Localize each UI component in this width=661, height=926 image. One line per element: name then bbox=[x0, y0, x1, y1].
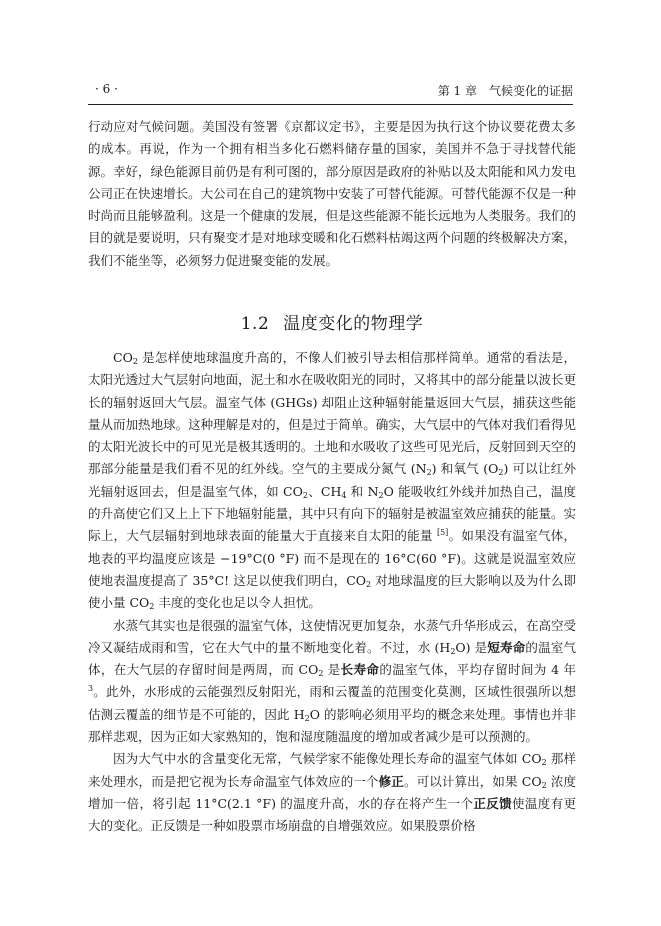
paragraph-water-vapor: 水蒸气其实也是很强的温室气体，这使情况更加复杂，水蒸气升华形成云，在高空受冷又凝结成雨和雪，它在大气中的量不断地变化着。不过，水 $(H_2O)$ 是短寿命的温室气体，在大气层的存留时间是两周，而 $CO_2$ 是长寿命的温室气体，平均存留时间为 4 年 $^3$。此外，水形成的云能强烈反射阳光，雨和云覆盖的范围变化莫测，区域性很强所以想估测云覆盖的细节是不可能的，因此 $H_2O$ 的影响必须用平均的概念来处理。事情也并非那样悲观，因为正如大家熟知的，饱和湿度随温度的增加或者减少是可以预测的。 bbox=[88, 617, 576, 745]
header-rule bbox=[88, 104, 573, 105]
running-title: 第 1 章 气候变化的证据 bbox=[437, 84, 573, 98]
emphasis: 正反馈 bbox=[473, 795, 512, 811]
paragraph-co2-physics: $CO_2$ 是怎样使地球温度升高的，不像人们被引导去相信那样简单。通常的看法是，太阳光透过大气层射向地面，泥土和水在吸收阳光的同时，又将其中的部分能量以波长更长的辐射返回大气层。温室气体 (GHGs) 却阻止这种辐射能量返回大气层，捕获这些能量从而加热地球。这种理解是对的，但是过于简单。确实，大气层中的气体对我们看得见的太阳光波长中的可见光是极其透明的。土地和水吸收了这些可见光后，反射回到天空的那部分能量是我们看不见的红外线。空气的主要成分氮气 $(N_2)$ 和氧气 $(O_2)$ 可以让红外光辐射返回去，但是温室气体，如 $CO_2$、$CH_4$ 和 $N_2O$ 能吸收红外线并加热自己，温度的升高使它们又上上下下地辐射能量，其中只有向下的辐射是被温室效应捕获的能量。实际上，大气层辐射到地球表面的能量大于直接来自太阳的能量 [5]。如果没有温室气体，地表的平均温度应该是 −19°C(0 °F) 而不是现在的 16°C(60 °F)。这就是说温室效应使地表温度提高了 35°C! 这足以使我们明白，$CO_2$ 对地球温度的巨大影响以及为什么即使小量 $CO_2$ 丰度的变化也足以令人担忧。 bbox=[88, 350, 576, 612]
continued-paragraph bbox=[88, 116, 576, 272]
emphasis: 短寿命 bbox=[487, 639, 526, 655]
page-number: · 6 · bbox=[95, 82, 118, 96]
page-header bbox=[95, 80, 573, 100]
section-title: 温度变化的物理学 bbox=[283, 314, 424, 334]
section-number: 1.2 bbox=[240, 314, 270, 334]
section-body bbox=[88, 347, 576, 838]
emphasis: 修正 bbox=[378, 773, 404, 789]
section-heading bbox=[88, 309, 576, 334]
citation: 3 bbox=[88, 684, 94, 694]
paragraph-feedback: 因为大气中水的含量变化无常，气候学家不能像处理长寿命的温室气体如 $CO_2$ 那样来处理水，而是把它视为长寿命温室气体效应的一个修正。可以计算出，如果 $CO_2$ 浓度增加一倍，将引起 11°C(2.1 °F) 的温度升高，水的存在将产生一个正反馈使温度有更大的变化。正反馈是一种如股票市场崩盘的自增强效应。如果股票价格 bbox=[88, 751, 576, 834]
paragraph-text: 行动应对气候问题。美国没有签署《京都议定书》，主要是因为执行这个协议要花费太多的成本。再说，作为一个拥有相当多化石燃料储存量的国家，美国并不急于寻找替代能源。幸好，绿色能源目前仍是有利可图的，部分原因是政府的补贴以及太阳能和风力发电公司正在快速增长。大公司在自己的建筑物中安装了可替代能源。可替代能源不仅是一种时尚而且能够盈利。这是一个健康的发展，但是这些能源不能长远地为人类服务。我们的目的就是要说明，只有聚变才是对地球变暖和化石燃料枯竭这两个问题的终极解决方案，我们不能坐等，必须努力促进聚变能的发展。 bbox=[88, 119, 576, 268]
emphasis: 长寿命 bbox=[340, 662, 380, 678]
citation: [5] bbox=[436, 528, 449, 538]
